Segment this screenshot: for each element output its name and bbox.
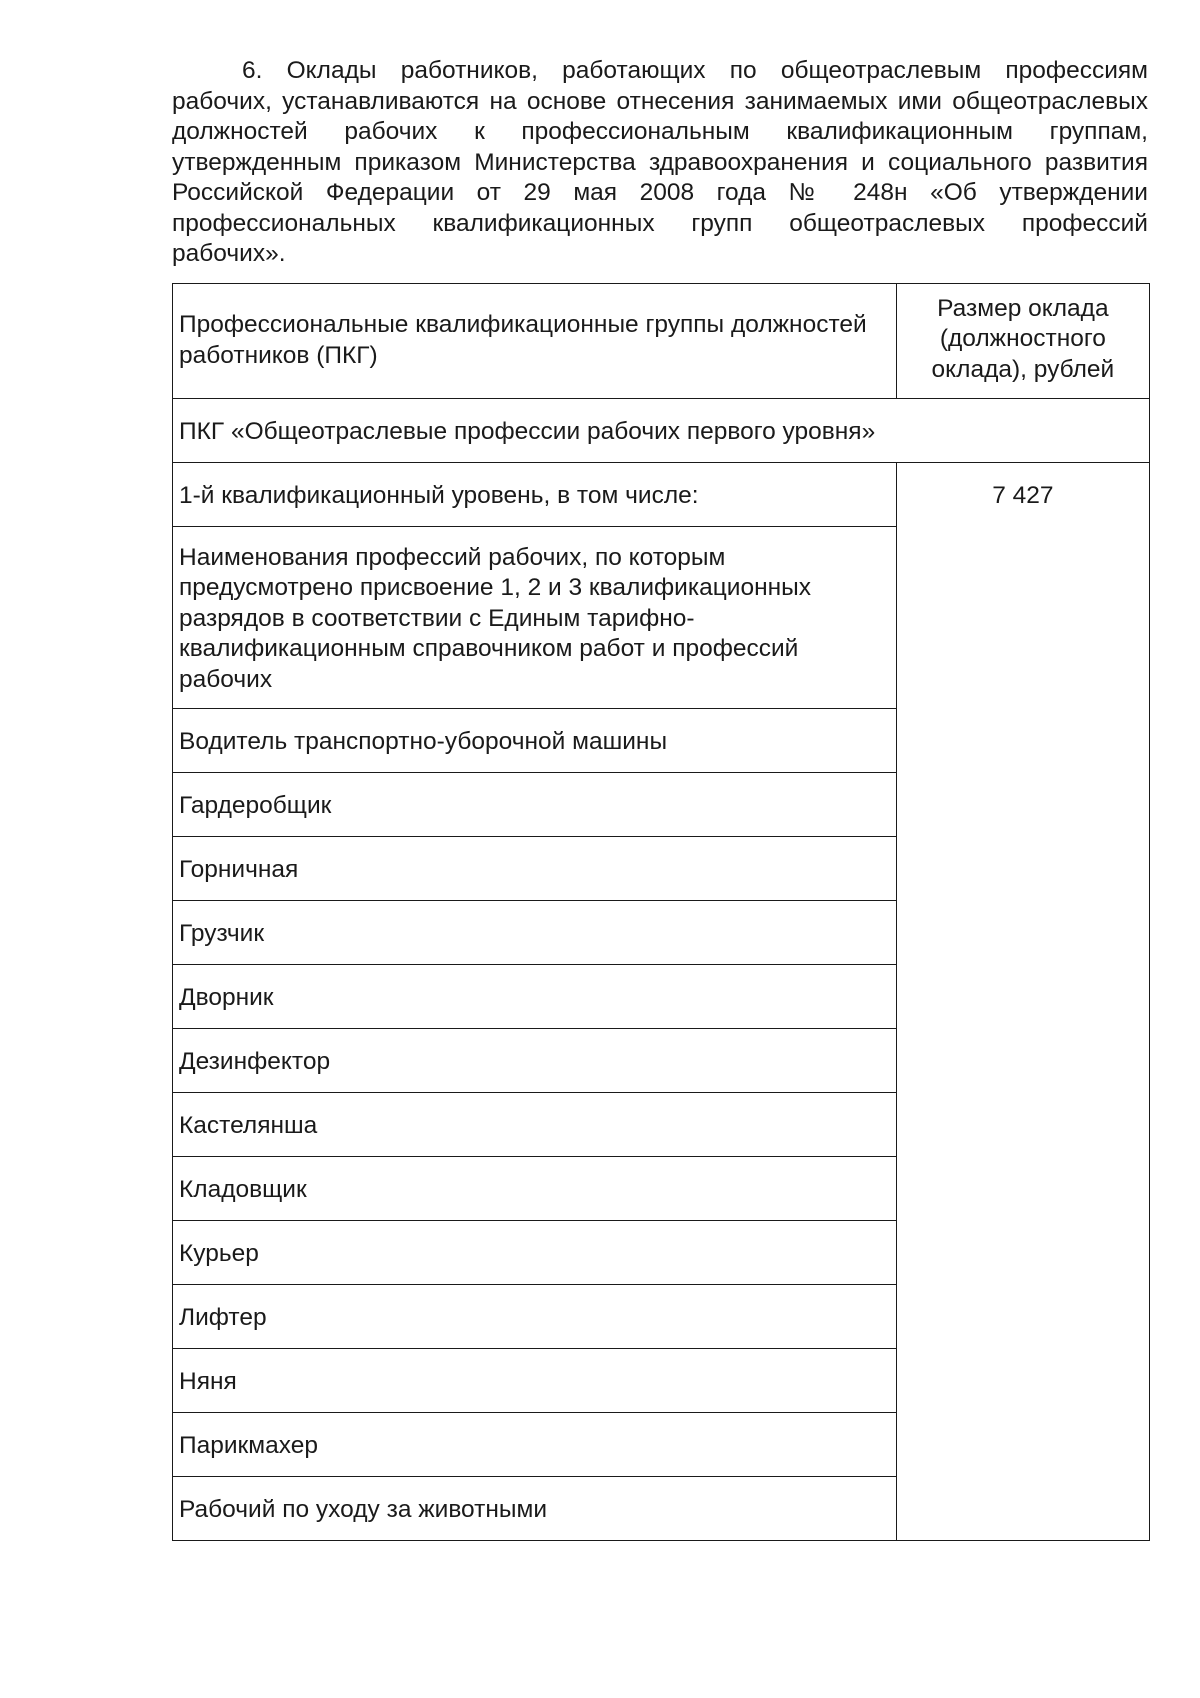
group-title: ПКГ «Общеотраслевые профессии рабочих первого уровня»: [173, 398, 1150, 462]
profession-cell: Грузчик: [173, 900, 897, 964]
profession-cell: Рабочий по уходу за животными: [173, 1476, 897, 1540]
salary-value: 7 427: [896, 462, 1149, 1540]
profession-cell: Парикмахер: [173, 1412, 897, 1476]
profession-cell: Гардеробщик: [173, 772, 897, 836]
profession-cell: Кастелянша: [173, 1092, 897, 1156]
profession-cell: Дезинфектор: [173, 1028, 897, 1092]
profession-cell: Горничная: [173, 836, 897, 900]
intro-paragraph: 6. Оклады работников, работающих по общеотраслевым профессиям рабочих, устанавливаются на основе отнесения занимаемых ими общеотраслевых должностей рабочих к профессиональным квалификационным группам, утвержденным приказом Министерства здравоохранения и социального развития Российской Федерации от 29 мая 2008 года № 248н «Об утверждении профессиональных квалификационных групп общеотраслевых профессий рабочих».: [172, 57, 1148, 267]
profession-cell: Лифтер: [173, 1284, 897, 1348]
document-page: [172, 56, 1148, 1541]
header-group-column: Профессиональные квалификационные группы должностей работников (ПКГ): [173, 283, 897, 398]
level-label: 1-й квалификационный уровень, в том числе:: [173, 462, 897, 526]
salary-table: [172, 283, 1150, 1541]
profession-cell: Кладовщик: [173, 1156, 897, 1220]
profession-cell: Курьер: [173, 1220, 897, 1284]
profession-cell: Водитель транспортно-уборочной машины: [173, 708, 897, 772]
profession-cell: Дворник: [173, 964, 897, 1028]
table-row: [173, 462, 1150, 526]
profession-cell: Няня: [173, 1348, 897, 1412]
table-header-row: [173, 283, 1150, 398]
header-salary-column: Размер оклада (должностного оклада), рублей: [896, 283, 1149, 398]
group-title-row: [173, 398, 1150, 462]
profession-cell: Наименования профессий рабочих, по которым предусмотрено присвоение 1, 2 и 3 квалификационных разрядов в соответствии с Единым тарифно-квалификационным справочником работ и профессий рабочих: [173, 526, 897, 708]
